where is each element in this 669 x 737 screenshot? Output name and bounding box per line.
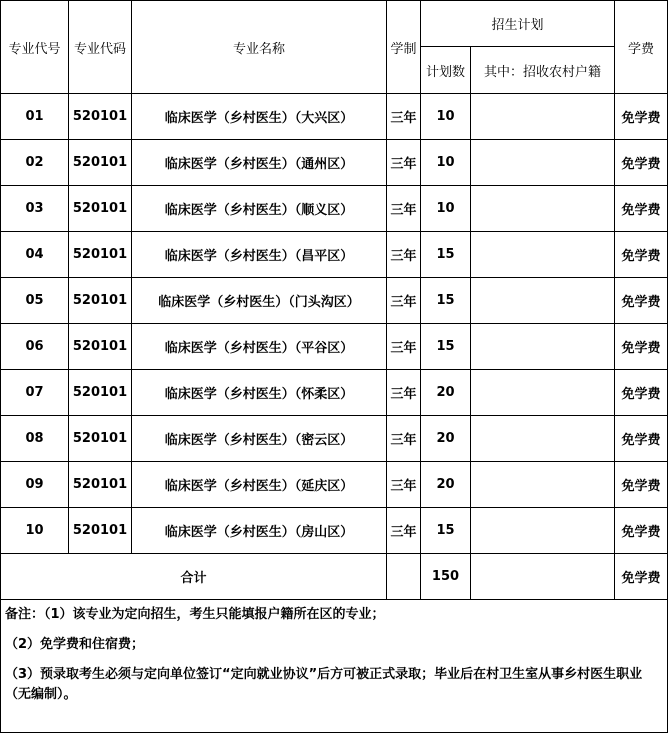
note-line-3: （3）预录取考生必须与定向单位签订“定向就业协议”后方可被正式录取；毕业后在村卫生室从事乡村医生职业（无编制）。 xyxy=(5,667,643,702)
header-duration: 学制 xyxy=(387,1,421,94)
cell-duration: 三年 xyxy=(387,278,421,324)
cell-tuition: 免学费 xyxy=(615,140,668,186)
cell-code: 520101 xyxy=(69,232,132,278)
header-plan-group: 招生计划 xyxy=(421,1,615,47)
table-row xyxy=(1,416,668,462)
cell-tuition: 免学费 xyxy=(615,370,668,416)
cell-tuition: 免学费 xyxy=(615,416,668,462)
header-plan-count: 计划数 xyxy=(421,47,471,94)
cell-duration: 三年 xyxy=(387,140,421,186)
cell-count: 20 xyxy=(421,370,471,416)
table-row xyxy=(1,186,668,232)
cell-code: 520101 xyxy=(69,416,132,462)
table-row xyxy=(1,370,668,416)
cell-code: 520101 xyxy=(69,462,132,508)
cell-name: 临床医学（乡村医生）（密云区） xyxy=(132,416,387,462)
table-row xyxy=(1,140,668,186)
cell-tuition: 免学费 xyxy=(615,508,668,554)
cell-no: 05 xyxy=(1,278,69,324)
cell-name: 临床医学（乡村医生）（通州区） xyxy=(132,140,387,186)
cell-rural xyxy=(471,232,615,278)
cell-tuition: 免学费 xyxy=(615,324,668,370)
cell-count: 15 xyxy=(421,278,471,324)
cell-duration: 三年 xyxy=(387,370,421,416)
cell-rural xyxy=(471,508,615,554)
cell-name: 临床医学（乡村医生）（顺义区） xyxy=(132,186,387,232)
cell-duration: 三年 xyxy=(387,232,421,278)
notes-cell xyxy=(1,600,668,733)
notes-row xyxy=(1,600,668,733)
cell-name: 临床医学（乡村医生）（大兴区） xyxy=(132,94,387,140)
cell-rural xyxy=(471,370,615,416)
cell-name: 临床医学（乡村医生）（延庆区） xyxy=(132,462,387,508)
cell-code: 520101 xyxy=(69,186,132,232)
cell-no: 10 xyxy=(1,508,69,554)
cell-name: 临床医学（乡村医生）（门头沟区） xyxy=(132,278,387,324)
cell-name: 临床医学（乡村医生）（平谷区） xyxy=(132,324,387,370)
cell-name: 临床医学（乡村医生）（房山区） xyxy=(132,508,387,554)
total-rural-empty xyxy=(471,554,615,600)
cell-no: 01 xyxy=(1,94,69,140)
cell-rural xyxy=(471,94,615,140)
cell-count: 15 xyxy=(421,232,471,278)
cell-count: 15 xyxy=(421,324,471,370)
total-row xyxy=(1,554,668,600)
cell-count: 10 xyxy=(421,140,471,186)
cell-duration: 三年 xyxy=(387,324,421,370)
cell-code: 520101 xyxy=(69,94,132,140)
cell-duration: 三年 xyxy=(387,186,421,232)
cell-tuition: 免学费 xyxy=(615,462,668,508)
cell-rural xyxy=(471,278,615,324)
total-label: 合计 xyxy=(1,554,387,600)
header-tuition: 学费 xyxy=(615,1,668,94)
cell-no: 04 xyxy=(1,232,69,278)
total-count: 150 xyxy=(421,554,471,600)
cell-no: 03 xyxy=(1,186,69,232)
cell-no: 08 xyxy=(1,416,69,462)
cell-duration: 三年 xyxy=(387,508,421,554)
table-row xyxy=(1,232,668,278)
cell-count: 10 xyxy=(421,186,471,232)
cell-name: 临床医学（乡村医生）（昌平区） xyxy=(132,232,387,278)
cell-rural xyxy=(471,140,615,186)
table-row xyxy=(1,94,668,140)
cell-duration: 三年 xyxy=(387,416,421,462)
total-tuition: 免学费 xyxy=(615,554,668,600)
total-duration-empty xyxy=(387,554,421,600)
cell-no: 06 xyxy=(1,324,69,370)
cell-rural xyxy=(471,462,615,508)
cell-tuition: 免学费 xyxy=(615,232,668,278)
cell-code: 520101 xyxy=(69,278,132,324)
cell-code: 520101 xyxy=(69,508,132,554)
cell-count: 20 xyxy=(421,462,471,508)
cell-name: 临床医学（乡村医生）（怀柔区） xyxy=(132,370,387,416)
table-row xyxy=(1,508,668,554)
table-row xyxy=(1,462,668,508)
cell-tuition: 免学费 xyxy=(615,94,668,140)
header-major-name: 专业名称 xyxy=(132,1,387,94)
cell-duration: 三年 xyxy=(387,462,421,508)
header-code-no: 专业代号 xyxy=(1,1,69,94)
cell-count: 20 xyxy=(421,416,471,462)
cell-count: 15 xyxy=(421,508,471,554)
cell-tuition: 免学费 xyxy=(615,278,668,324)
cell-no: 02 xyxy=(1,140,69,186)
note-line-1: 备注：（1）该专业为定向招生，考生只能填报户籍所在区的专业； xyxy=(5,607,385,622)
cell-no: 09 xyxy=(1,462,69,508)
cell-code: 520101 xyxy=(69,140,132,186)
header-rural-note: 其中：招收农村户籍 xyxy=(471,47,615,94)
cell-rural xyxy=(471,186,615,232)
header-row-top xyxy=(1,1,668,47)
cell-rural xyxy=(471,324,615,370)
cell-duration: 三年 xyxy=(387,94,421,140)
cell-count: 10 xyxy=(421,94,471,140)
table-row xyxy=(1,324,668,370)
cell-no: 07 xyxy=(1,370,69,416)
table-row xyxy=(1,278,668,324)
cell-code: 520101 xyxy=(69,370,132,416)
header-major-code: 专业代码 xyxy=(69,1,132,94)
cell-code: 520101 xyxy=(69,324,132,370)
cell-tuition: 免学费 xyxy=(615,186,668,232)
cell-rural xyxy=(471,416,615,462)
note-line-2: （2）免学费和住宿费； xyxy=(5,637,145,652)
